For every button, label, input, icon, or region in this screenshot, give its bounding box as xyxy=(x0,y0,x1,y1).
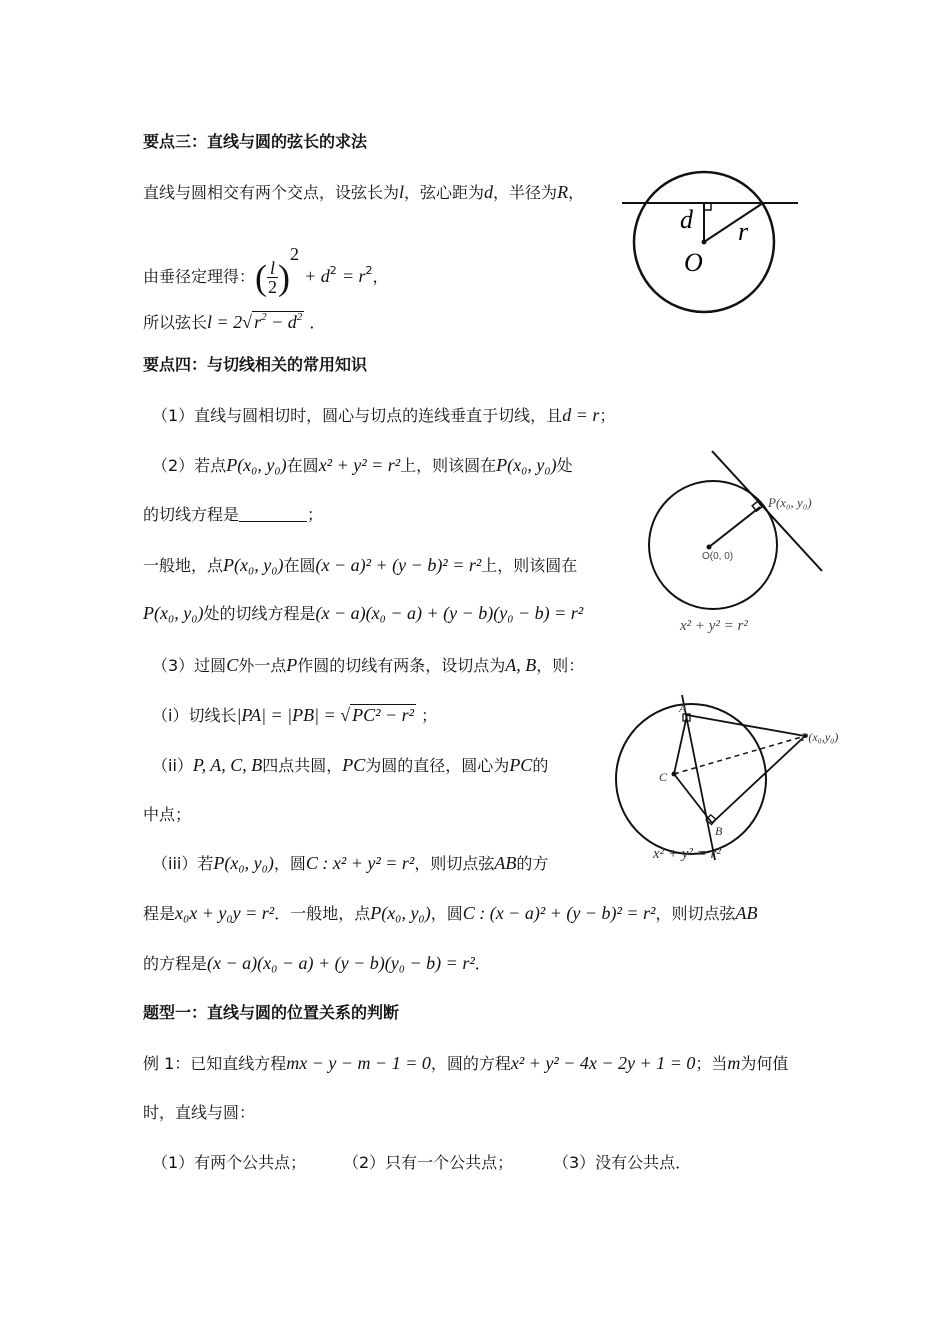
question-3: （3）没有公共点． xyxy=(553,1153,692,1172)
fig3-p-label: P(x₀,y₀) xyxy=(801,730,839,744)
fig3-a-label: A xyxy=(679,701,687,715)
fig2-p-label: P(x₀, y₀) xyxy=(768,495,812,510)
question-1: （1）有两个公共点； xyxy=(152,1153,307,1172)
fig3-c-label: C xyxy=(659,770,668,784)
item-2-cont: 的切线方程是 ； xyxy=(143,505,324,524)
sub-item-ii: （ii）P, A, C, B四点共圆，PC为圆的直径，圆心为PC的 xyxy=(152,755,549,775)
chord-para-1: 直线与圆相交有两个交点，设弦长为l，弦心距为d，半径为R， xyxy=(143,182,585,202)
fig2-eq-label: x² + y² = r² xyxy=(680,618,748,634)
question-2: （2）只有一个公共点； xyxy=(343,1153,514,1172)
section3-title: 要点三：直线与圆的弦长的求法 xyxy=(143,132,368,151)
answer-blank[interactable] xyxy=(239,505,307,522)
fig1-r-label: r xyxy=(738,217,749,246)
example-1: 例 1：已知直线方程mx − y − m − 1 = 0，圆的方程x² + y² − 4x − 2y + 1 = 0；当m为何值 xyxy=(143,1053,789,1073)
chord-para-2: 由垂径定理得：( $\frac{l}{2}$ )$^2 + d^2 = r^2$， xyxy=(143,244,389,298)
sub-item-iii-cont: 程是x₀x + y₀y = r²．一般地，点P(x₀, y₀)，圆C : (x − a)² + (y − b)² = r²，则切点弦AB xyxy=(143,903,758,923)
item-3: （3）过圆C外一点P作圆的切线有两条，设切点为A, B，则： xyxy=(152,655,585,675)
sub-item-iii: （iii）若P(x₀, y₀)，圆C : x² + y² = r²，则切点弦AB的方 xyxy=(152,853,549,873)
tangent-figure xyxy=(640,445,840,640)
fig1-d-label: d xyxy=(680,205,693,234)
section4-title: 要点四：与切线相关的常用知识 xyxy=(143,355,368,374)
fig3-b-label: B xyxy=(715,824,723,838)
fig1-o-label: O xyxy=(684,248,703,277)
general-2: P(x₀, y₀)处的切线方程是(x − a)(x₀ − a) + (y − b)(y₀ − b) = r² xyxy=(143,603,584,623)
example-1-cont: 时，直线与圆： xyxy=(143,1103,256,1122)
chord-figure xyxy=(620,165,800,315)
item-1: （1）直线与圆相切时，圆心与切点的连线垂直于切线，且d = r； xyxy=(152,405,616,425)
sub-item-iii-cont2: 的方程是(x − a)(x₀ − a) + (y − b)(y₀ − b) = r²． xyxy=(143,953,491,973)
fig3-eq-label: x² + y² = r² xyxy=(653,846,721,862)
chord-para-3: 所以弦长l = 2√ $r^2 - d^2$ ． xyxy=(143,311,326,332)
sub-item-ii-cont: 中点； xyxy=(143,805,192,824)
item-2: （2）若点P(x₀, y₀)在圆x² + y² = r²上，则该圆在P(x₀, y₀)处 xyxy=(152,455,573,475)
two-tangents-figure xyxy=(605,690,855,870)
sub-item-i: （i）切线长|PA| = |PB| = √ PC² − r² ； xyxy=(152,705,438,725)
general-1: 一般地，点P(x₀, y₀)在圆(x − a)² + (y − b)² = r²上，则该圆在 xyxy=(143,555,578,575)
fig2-o-label: O(0, 0) xyxy=(702,551,734,562)
type1-title: 题型一：直线与圆的位置关系的判断 xyxy=(143,1003,400,1022)
